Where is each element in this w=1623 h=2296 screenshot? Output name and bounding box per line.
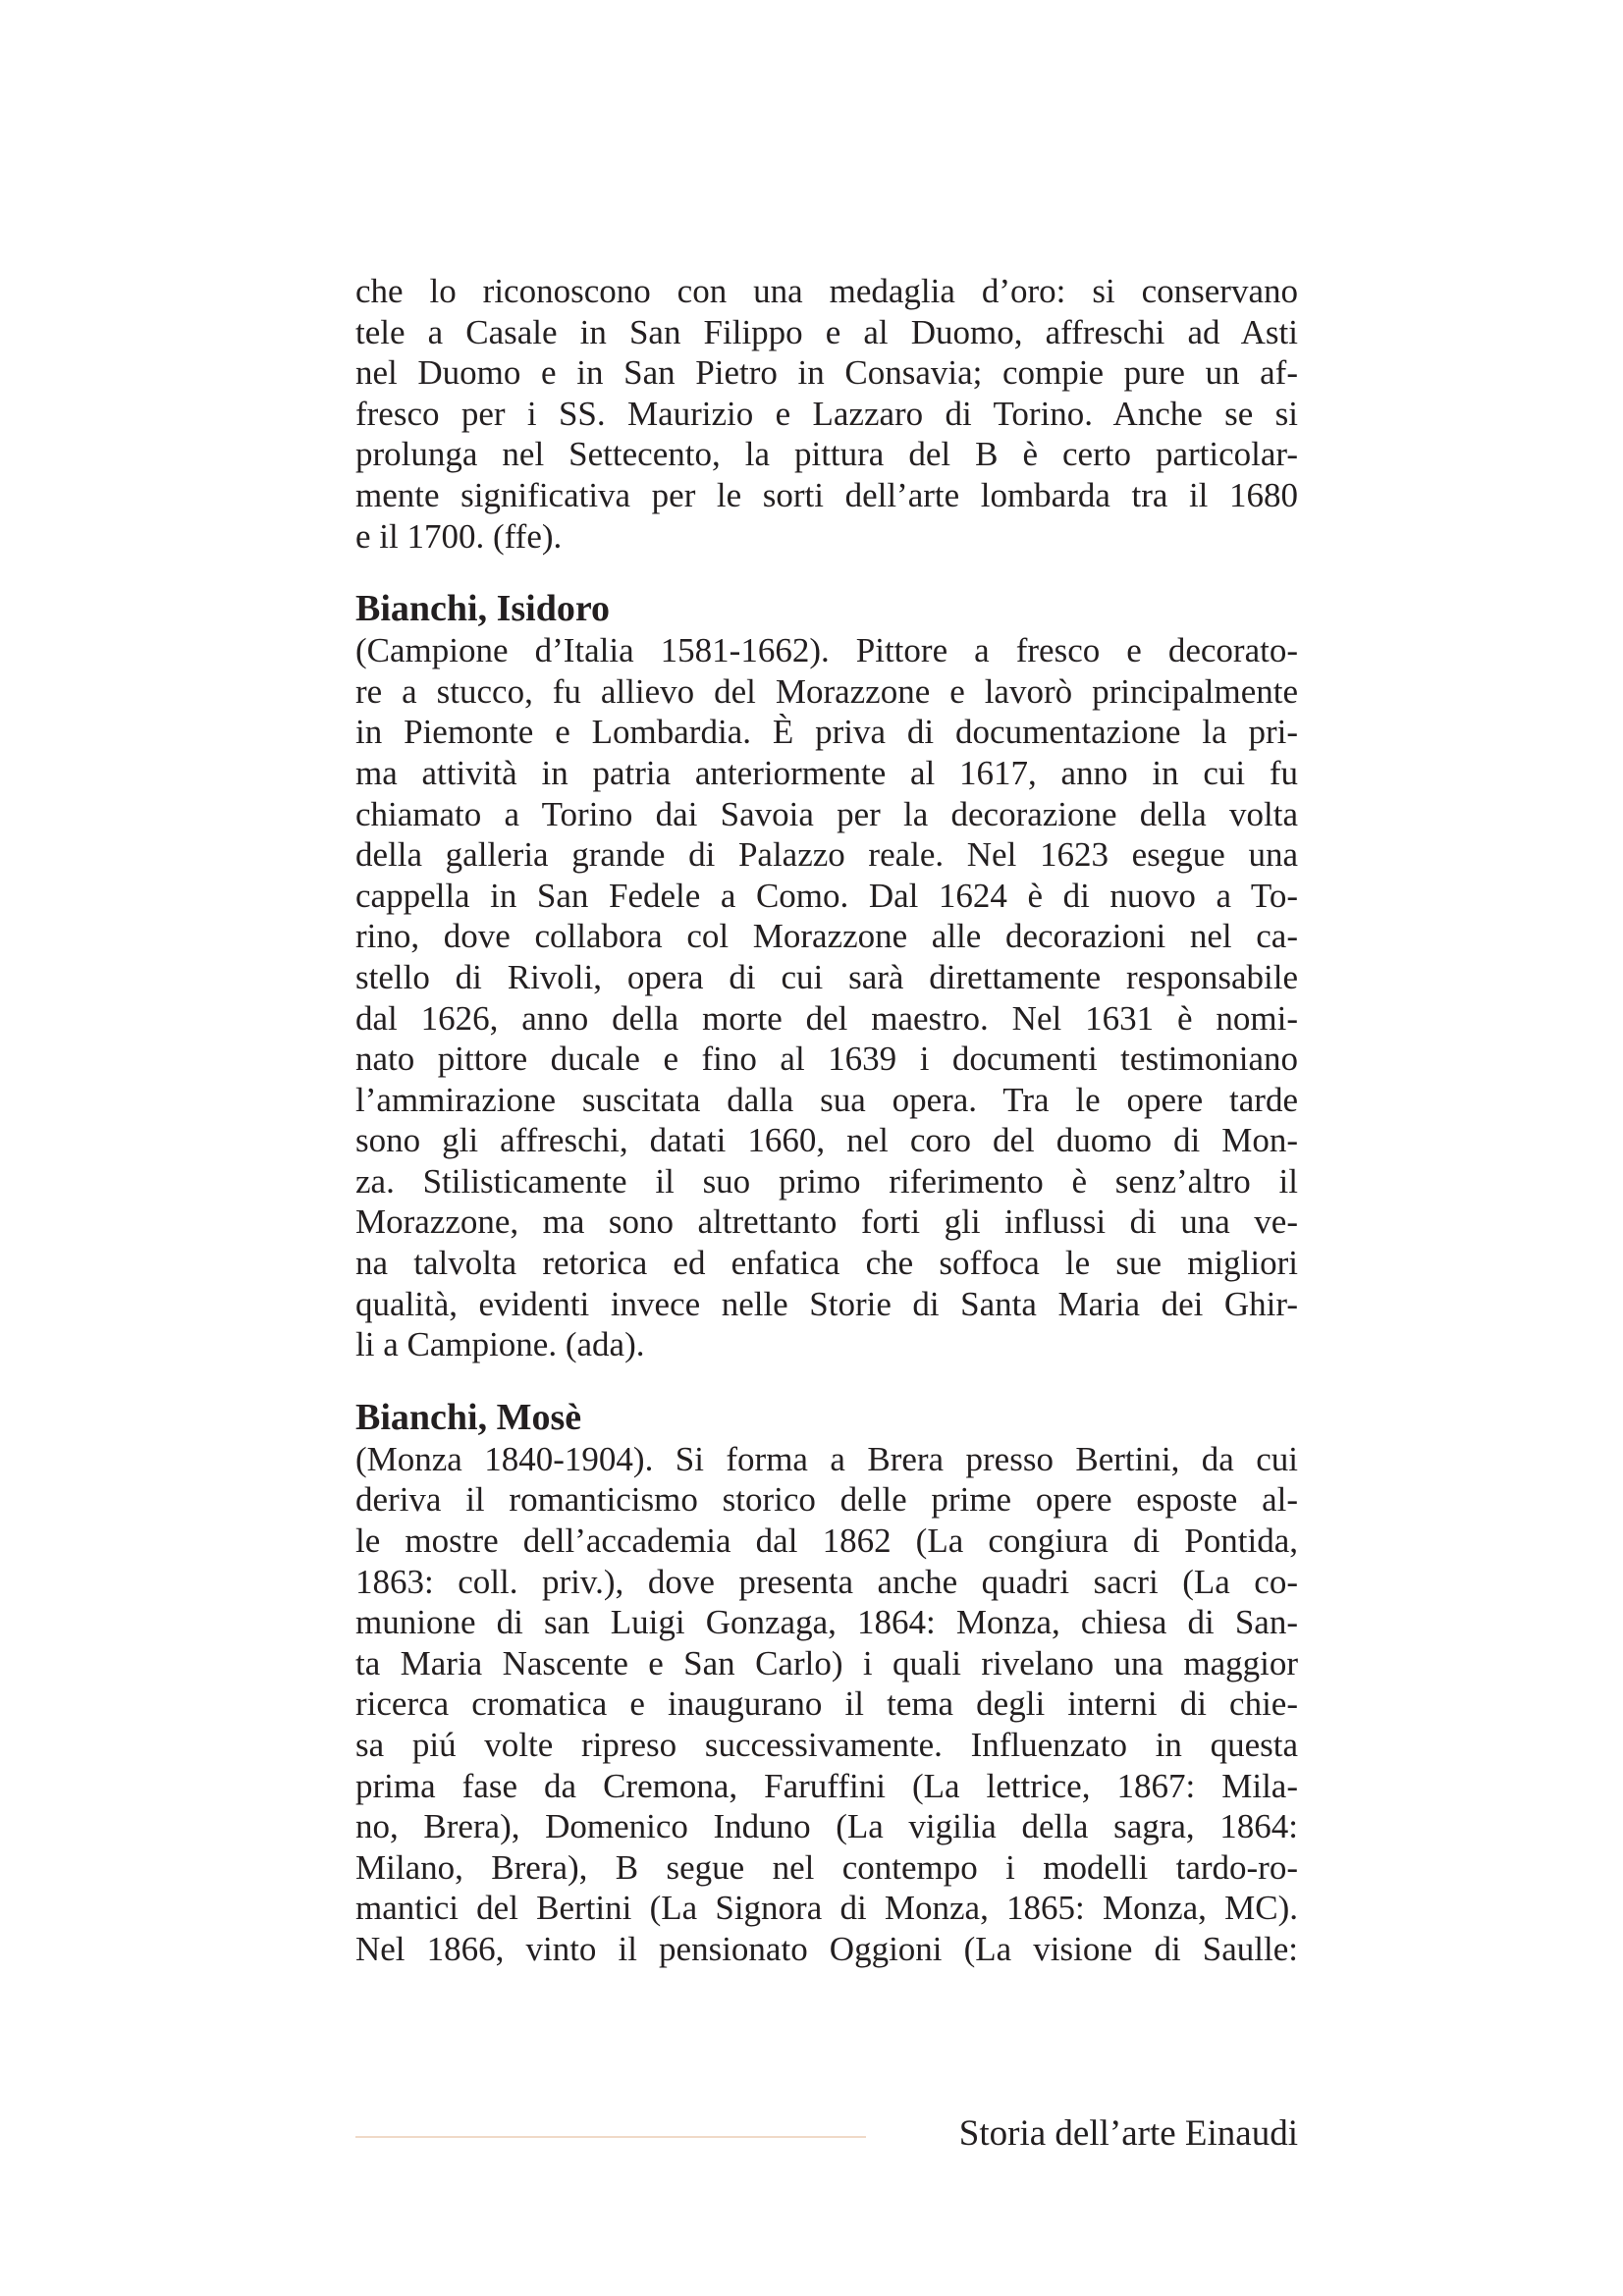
text-line: nel Duomo e in San Pietro in Consavia; compie pure un af- bbox=[355, 353, 1298, 393]
entry-bianchi-isidoro bbox=[355, 587, 1298, 1365]
text-line: deriva il romanticismo storico delle prime opere esposte al- bbox=[355, 1480, 1298, 1520]
text-line: 1863: coll. priv.), dove presenta anche quadri sacri (La co- bbox=[355, 1562, 1298, 1601]
page-footer bbox=[355, 2110, 1298, 2160]
text-line: re a stucco, fu allievo del Morazzone e lavorò principalmente bbox=[355, 671, 1298, 711]
text-line: chiamato a Torino dai Savoia per la decorazione della volta bbox=[355, 794, 1298, 833]
text-line: della galleria grande di Palazzo reale. Nel 1623 esegue una bbox=[355, 835, 1298, 875]
text-line: prolunga nel Settecento, la pittura del B è certo particolar- bbox=[355, 435, 1298, 474]
text-line: che lo riconoscono con una medaglia d’oro: si conservano bbox=[355, 272, 1298, 310]
intro-paragraph bbox=[355, 271, 1298, 557]
text-line: le mostre dell’accademia dal 1862 (La congiura di Pontida, bbox=[355, 1522, 1298, 1561]
text-line: rino, dove collabora col Morazzone alle decorazioni nel ca- bbox=[355, 917, 1298, 956]
entry-body bbox=[355, 630, 1298, 1365]
text-line: mente significativa per le sorti dell’arte lombarda tra il 1680 bbox=[355, 475, 1298, 514]
text-line: ricerca cromatica e inaugurano il tema degli interni di chie- bbox=[355, 1684, 1298, 1724]
publisher-name: Storia dell’arte Einaudi bbox=[958, 2113, 1298, 2154]
entry-title: Bianchi, Mosè bbox=[355, 1396, 582, 1438]
text-line: prima fase da Cremona, Faruffini (La lettrice, 1867: Mila- bbox=[355, 1766, 1298, 1805]
text-line: sono gli affreschi, datati 1660, nel coro del duomo di Mon- bbox=[355, 1121, 1298, 1160]
text-line: na talvolta retorica ed enfatica che soffoca le sue migliori bbox=[355, 1244, 1298, 1283]
text-line: e il 1700. (ffe). bbox=[355, 516, 563, 556]
text-line: ma attività in patria anteriormente al 1617, anno in cui fu bbox=[355, 753, 1298, 792]
text-line: stello di Rivoli, opera di cui sarà direttamente responsabile bbox=[355, 957, 1298, 996]
text-line: (Campione d’Italia 1581-1662). Pittore a fresco e decorato- bbox=[355, 631, 1298, 670]
text-line: Morazzone, ma sono altrettanto forti gli influssi di una ve- bbox=[355, 1202, 1298, 1242]
text-line: tele a Casale in San Filippo e al Duomo, affreschi ad Asti bbox=[355, 312, 1298, 351]
text-line: ta Maria Nascente e San Carlo) i quali rivelano una maggior bbox=[355, 1643, 1298, 1682]
entry-title: Bianchi, Isidoro bbox=[355, 588, 611, 630]
text-line: Nel 1866, vinto il pensionato Oggioni (La visione di Saulle: bbox=[355, 1929, 1298, 1968]
text-line: fresco per i SS. Maurizio e Lazzaro di Torino. Anche se si bbox=[355, 394, 1298, 433]
text-line: za. Stilisticamente il suo primo riferimento è senz’altro il bbox=[355, 1161, 1298, 1201]
text-line: dal 1626, anno della morte del maestro. Nel 1631 è nomi- bbox=[355, 998, 1298, 1038]
entry-body bbox=[355, 1439, 1298, 1970]
footer-rule bbox=[355, 2136, 866, 2138]
text-line: sa piú volte ripreso successivamente. Influenzato in questa bbox=[355, 1726, 1298, 1764]
text-line: cappella in San Fedele a Como. Dal 1624 è di nuovo a To- bbox=[355, 876, 1298, 915]
text-line: nato pittore ducale e fino al 1639 i documenti testimoniano bbox=[355, 1040, 1298, 1079]
text-line: Milano, Brera), B segue nel contempo i modelli tardo-ro- bbox=[355, 1847, 1298, 1887]
entry-bianchi-mose bbox=[355, 1396, 1298, 1970]
text-column bbox=[355, 271, 1298, 1970]
text-line: mantici del Bertini (La Signora di Monza, 1865: Monza, MC). bbox=[355, 1889, 1298, 1928]
text-line: no, Brera), Domenico Induno (La vigilia della sagra, 1864: bbox=[355, 1807, 1298, 1846]
text-line: qualità, evidenti invece nelle Storie di Santa Maria dei Ghir- bbox=[355, 1284, 1298, 1323]
text-line: (Monza 1840-1904). Si forma a Brera presso Bertini, da cui bbox=[355, 1439, 1298, 1478]
text-line: l’ammirazione suscitata dalla sua opera. Tra le opere tarde bbox=[355, 1080, 1298, 1119]
text-line: li a Campione. (ada). bbox=[355, 1325, 645, 1364]
text-line: in Piemonte e Lombardia. È priva di documentazione la pri- bbox=[355, 713, 1298, 752]
text-line: munione di san Luigi Gonzaga, 1864: Monza, chiesa di San- bbox=[355, 1603, 1298, 1642]
